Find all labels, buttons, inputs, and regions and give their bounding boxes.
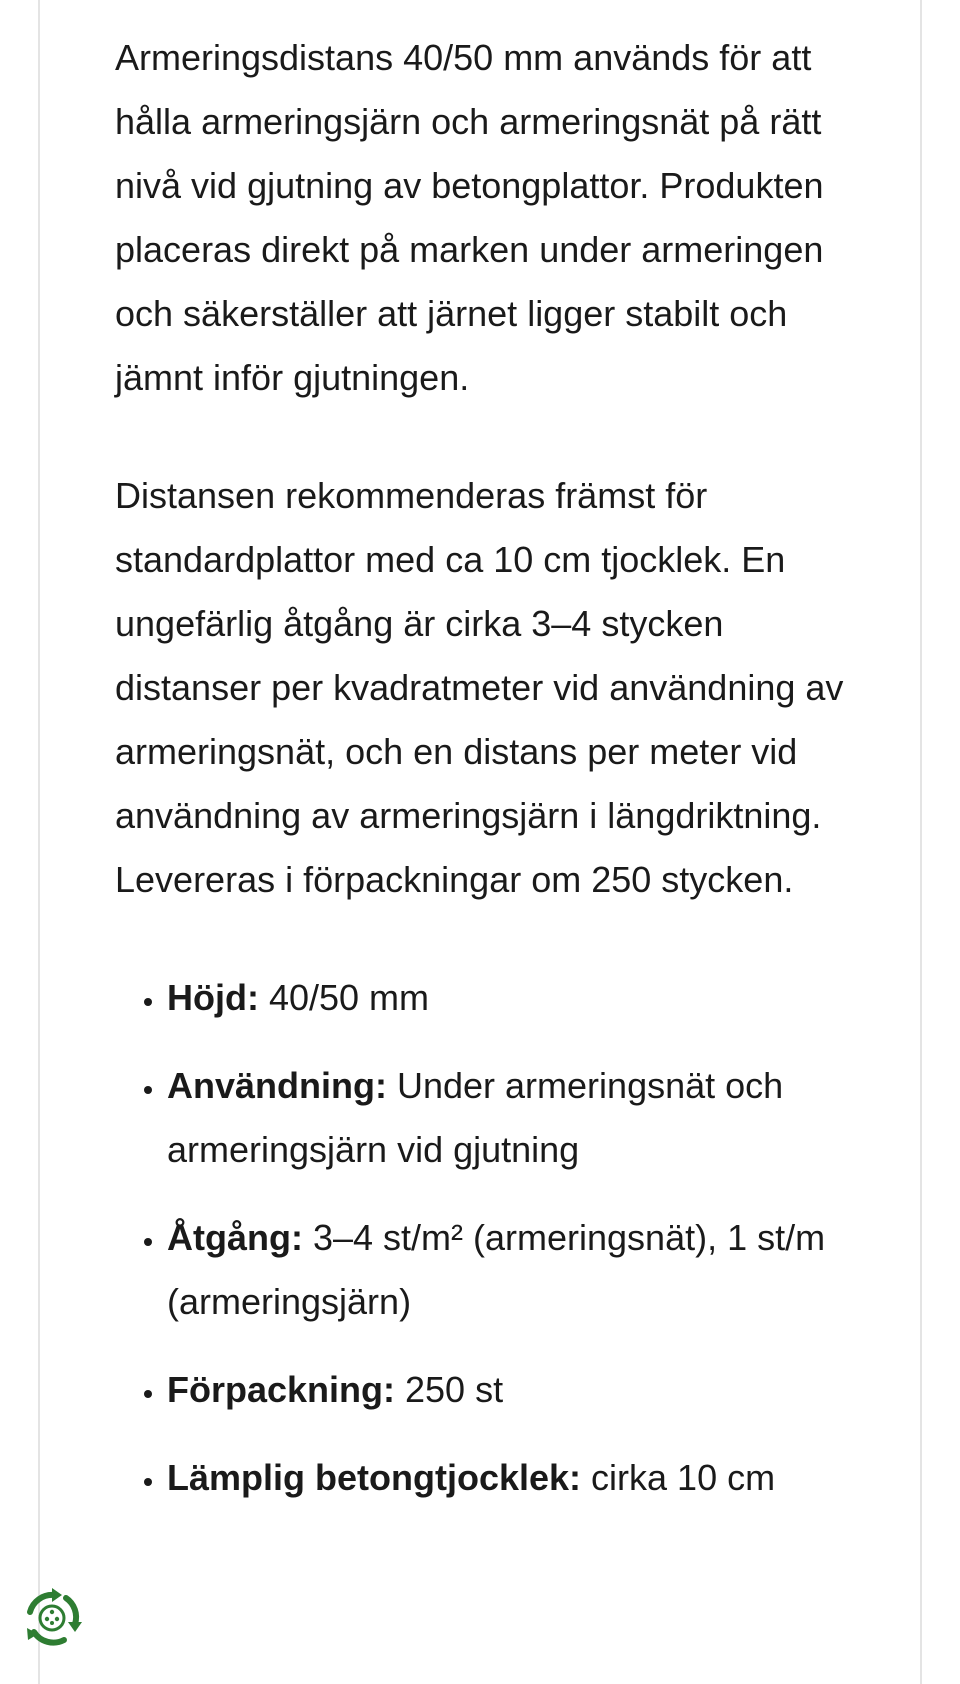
spec-item-height [167,966,875,1030]
description-paragraph-1: Armeringsdistans 40/50 mm används för att hålla armeringsjärn och armeringsnät på rätt nivå vid gjutning av betongplattor. Produkten placeras direkt på marken under armeringen och säkerställer att järnet ligger stabilt och jämnt inför gjutningen. [115,37,824,398]
spec-value: 3–4 st/m² (armeringsnät), 1 st/m (armeringsjärn) [167,1217,826,1322]
spec-label: Lämplig betongtjocklek: [167,1457,582,1498]
content-border-right [920,0,922,1684]
product-description [115,26,875,1534]
spec-label: Förpackning: [167,1369,396,1410]
spec-item-consumption [167,1206,875,1334]
spec-label: Höjd: [167,977,259,1018]
spec-item-concrete-thickness [167,1446,875,1510]
spec-value: 40/50 mm [258,977,430,1018]
content-border-left [38,0,40,1684]
description-paragraph-2: Distansen rekommenderas främst för standardplattor med ca 10 cm tjocklek. En ungefärlig åtgång är cirka 3–4 stycken distanser per kvadratmeter vid användning av armeringsnät, och en distans per meter vid användning av armeringsjärn i längdriktning. Levereras i förpackningar om 250 stycken. [115,475,844,900]
spec-value: cirka 10 cm [581,1457,776,1498]
spec-value: Under armeringsnät och armeringsjärn vid gjutning [167,1065,784,1170]
spec-value: 250 st [395,1369,504,1410]
spec-item-usage [167,1054,875,1182]
spec-label: Användning: [167,1065,387,1106]
eco-badge-button[interactable] [16,1582,88,1654]
recycle-icon [16,1582,88,1654]
spec-label: Åtgång: [167,1217,303,1258]
spec-list [115,966,875,1510]
spec-item-packaging [167,1358,875,1422]
